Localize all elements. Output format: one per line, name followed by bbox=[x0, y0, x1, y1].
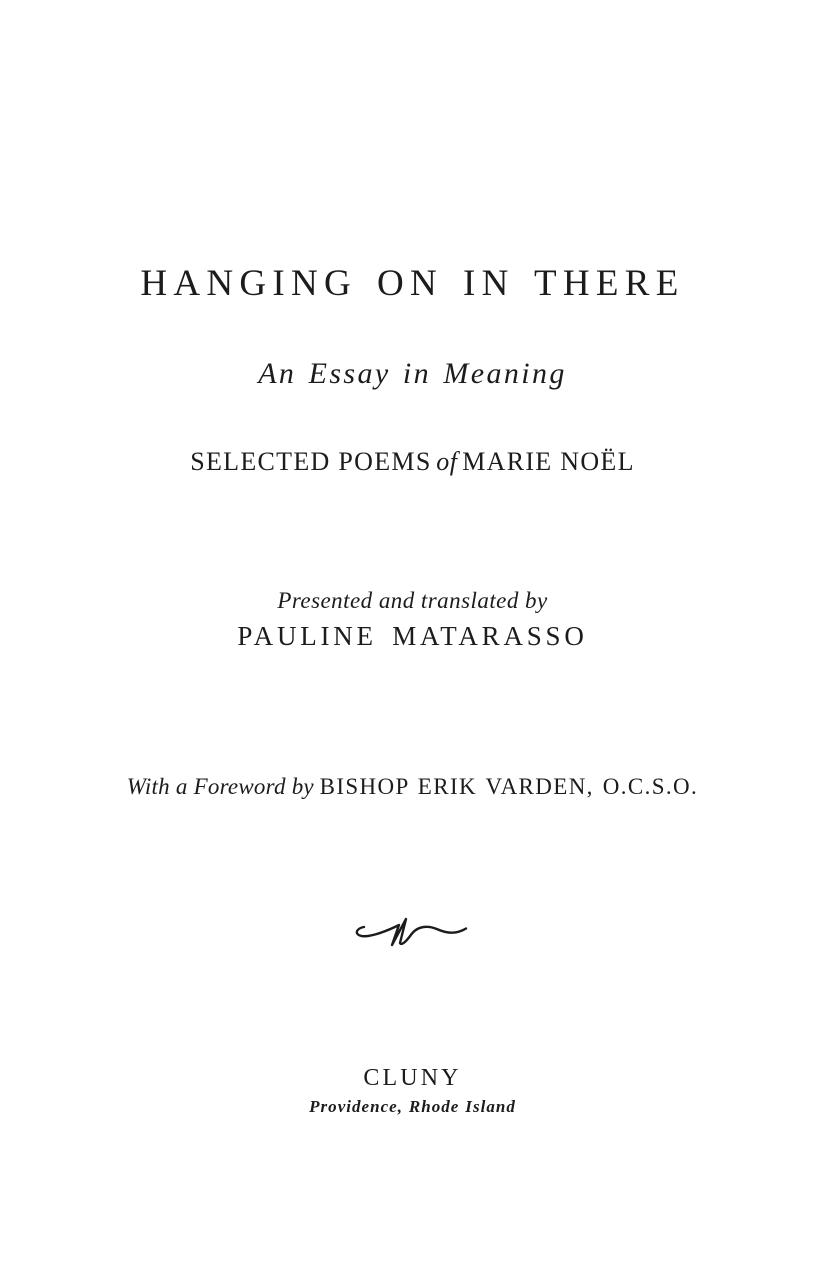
foreword-author-name: BISHOP ERIK VARDEN, O.C.S.O. bbox=[319, 774, 699, 799]
publisher-name: CLUNY bbox=[363, 1065, 462, 1091]
book-subtitle: An Essay in Meaning bbox=[258, 357, 567, 390]
book-title: HANGING ON IN THERE bbox=[140, 263, 685, 304]
ornament-row bbox=[0, 912, 825, 962]
foreword-lead: With a Foreword by bbox=[126, 774, 314, 799]
translator-lead: Presented and translated by bbox=[277, 588, 548, 613]
translator-name: PAULINE MATARASSO bbox=[237, 621, 588, 651]
series-line bbox=[0, 447, 825, 477]
flourish-ornament bbox=[354, 912, 472, 956]
series-author: MARIE NOËL bbox=[462, 447, 635, 476]
series-prefix: SELECTED POEMS bbox=[190, 447, 432, 476]
foreword-line bbox=[0, 774, 825, 800]
series-of-word: of bbox=[436, 447, 458, 476]
publisher-location: Providence, Rhode Island bbox=[309, 1097, 516, 1116]
